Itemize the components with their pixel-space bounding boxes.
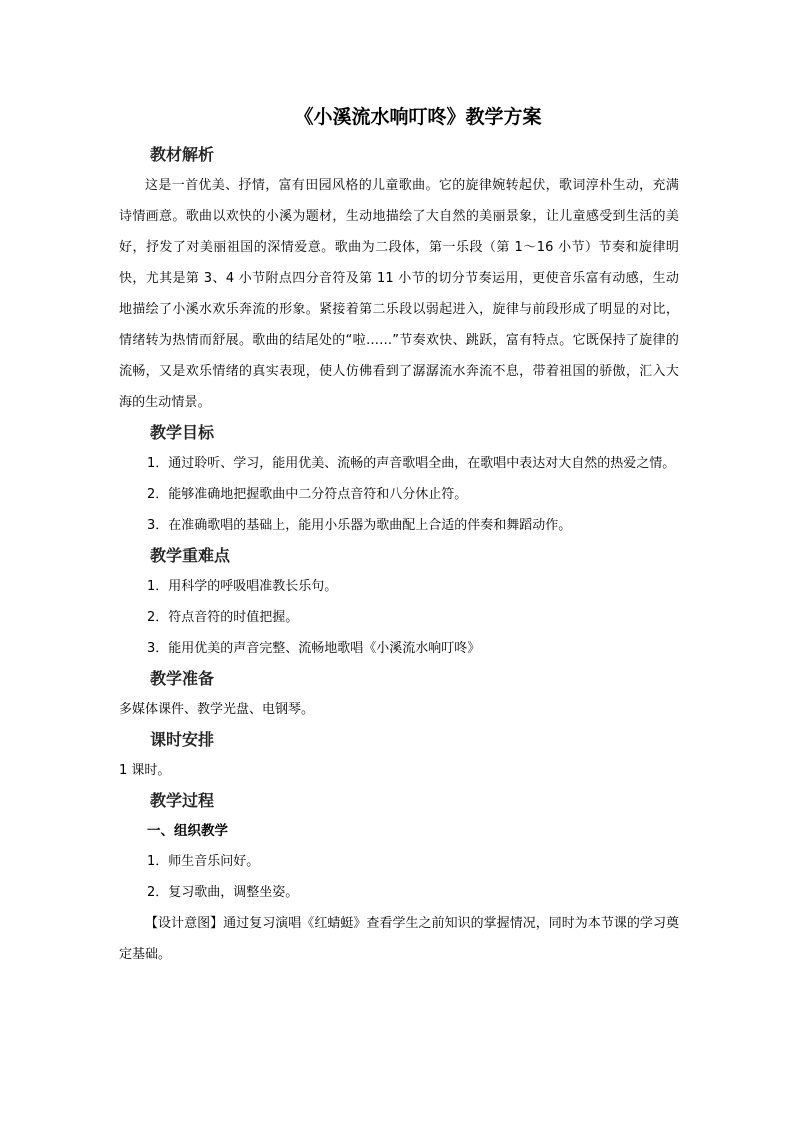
key-point-item: 2．符点音符的时值把握。 xyxy=(147,610,299,625)
process-item: 1．师生音乐问好。 xyxy=(147,854,260,869)
document-body xyxy=(119,140,679,970)
key-point-item: 1．用科学的呼吸唱准教长乐句。 xyxy=(147,579,338,594)
preparation-text: 多媒体课件、教学光盘、电钢琴。 xyxy=(119,702,315,717)
section-heading-process: 教学过程 xyxy=(150,791,215,810)
section-heading-analysis: 教材解析 xyxy=(150,145,215,164)
goal-item: 3．在准确歌唱的基础上，能用小乐器为歌曲配上合适的伴奏和舞蹈动作。 xyxy=(147,518,572,533)
schedule-text: 1 课时。 xyxy=(119,763,171,778)
process-subheading: 一、组织教学 xyxy=(147,823,228,839)
key-point-item: 3．能用优美的声音完整、流畅地歌唱《小溪流水响叮咚》 xyxy=(147,641,481,656)
section-heading-schedule: 课时安排 xyxy=(150,730,215,749)
section-heading-preparation: 教学准备 xyxy=(150,669,215,688)
section-heading-goals: 教学目标 xyxy=(150,423,215,442)
design-note: 【设计意图】通过复习演唱《红蜻蜓》查看学生之前知识的掌握情况，同时为本节课的学习奠定基础。 xyxy=(119,916,679,962)
analysis-paragraph: 这是一首优美、抒情，富有田园风格的儿童歌曲。它的旋律婉转起伏，歌词淳朴生动，充满诗情画意。歌曲以欢快的小溪为题材，生动地描绘了大自然的美丽景象，让儿童感受到生活的美好，抒发了对美丽祖国的深情爱意。歌曲为二段体，第一乐段（第 1～16 小节）节奏和旋律明快，尤其是第 3、4 小节附点四分音符及第 11 小节的切分节奏运用，更使音乐富有动感，生动地描绘了小溪水欢乐奔流的形象。紧接着第二乐段以弱起进入，旋律与前段形成了明显的对比，情绪转为热情而舒展。歌曲的结尾处的“啦……”节奏欢快、跳跃，富有特点。它既保持了旋律的流畅，又是欢乐情绪的真实表现，使人仿佛看到了潺潺流水奔流不息，带着祖国的骄傲，汇入大海的生动情景。 xyxy=(119,178,679,410)
goal-item: 1．通过聆听、学习，能用优美、流畅的声音歌唱全曲，在歌唱中表达对大自然的热爱之情。 xyxy=(147,456,676,471)
document-title: 《小溪流水响叮咚》教学方案 xyxy=(294,106,542,128)
process-item: 2．复习歌曲，调整坐姿。 xyxy=(147,885,299,900)
goal-item: 2．能够准确地把握歌曲中二分符点音符和八分休止符。 xyxy=(147,487,468,502)
section-heading-key-points: 教学重难点 xyxy=(150,546,231,565)
